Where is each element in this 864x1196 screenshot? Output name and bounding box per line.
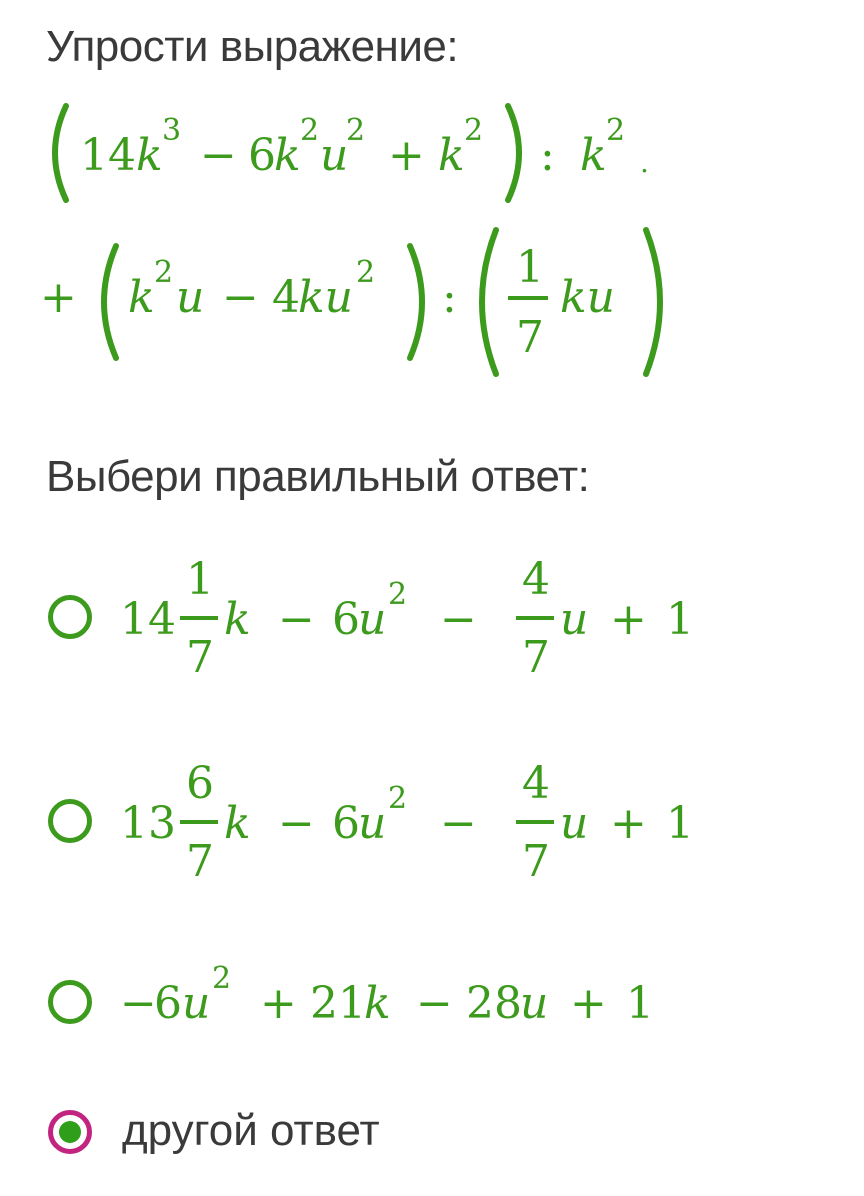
- exp-2a: 2: [300, 113, 320, 148]
- minus: −: [222, 272, 259, 323]
- one: 1: [626, 978, 654, 1029]
- var-ku: ku: [298, 272, 353, 323]
- var-u-2: u: [520, 978, 549, 1029]
- exp: 2: [388, 577, 408, 612]
- expression-line-1: [40, 98, 760, 212]
- option-1-math: [120, 548, 740, 692]
- coef-28: 28: [466, 978, 522, 1029]
- option-4-label: другой ответ: [122, 1106, 380, 1155]
- var-k: k: [224, 798, 251, 849]
- minus-1: −: [200, 130, 237, 181]
- var-k: k: [224, 594, 251, 645]
- choose-title: Выбери правильный ответ:: [46, 452, 590, 501]
- open-paren-a: [104, 246, 116, 358]
- one: 1: [666, 594, 694, 645]
- var-u: u: [358, 594, 387, 645]
- var-u-2: u: [560, 798, 589, 849]
- den2: 7: [522, 632, 550, 683]
- frac-bar-2: [516, 616, 554, 620]
- plus: +: [610, 594, 647, 645]
- open-paren: [55, 106, 66, 200]
- option-2-svg: [120, 752, 740, 892]
- option-3-svg: [120, 930, 740, 1070]
- radio-option-2[interactable]: [48, 799, 92, 843]
- exp-2b: 2: [356, 255, 376, 290]
- fraction-num: 1: [516, 242, 544, 293]
- var-u: u: [176, 272, 205, 323]
- radio-option-3[interactable]: [48, 980, 92, 1024]
- plus-a: +: [260, 978, 297, 1029]
- radio-option-1[interactable]: [48, 595, 92, 639]
- close-paren-a: [410, 246, 422, 358]
- minus-0: −: [120, 978, 157, 1029]
- var-ku-2: ku: [560, 272, 615, 323]
- six: 6: [332, 594, 360, 645]
- one: 1: [666, 798, 694, 849]
- var-k: k: [128, 272, 155, 323]
- frac-bar-2: [516, 820, 554, 824]
- six: 6: [332, 798, 360, 849]
- minus-a: −: [278, 594, 315, 645]
- exp-2b: 2: [346, 113, 366, 148]
- minus-b: −: [440, 594, 477, 645]
- whole: 14: [120, 594, 176, 645]
- answer-option-3[interactable]: [0, 930, 864, 1070]
- num: 6: [186, 758, 214, 809]
- term-14: 14: [80, 130, 136, 181]
- coef-4: 4: [272, 272, 300, 323]
- den2: 7: [522, 836, 550, 887]
- colon-2: :: [442, 272, 457, 323]
- var-k-1: k: [136, 130, 163, 181]
- num2: 4: [522, 554, 550, 605]
- term-6: 6: [248, 130, 276, 181]
- minus-b: −: [440, 798, 477, 849]
- frac-bar: [180, 616, 218, 620]
- expression-line-1-svg: [40, 98, 760, 208]
- var-u-2: u: [560, 594, 589, 645]
- fraction-bar: [508, 296, 548, 300]
- fraction-den: 7: [516, 312, 544, 363]
- num2: 4: [522, 758, 550, 809]
- answer-option-2[interactable]: [0, 752, 864, 892]
- radio-option-4-selected[interactable]: [48, 1110, 92, 1154]
- exp-2c: 2: [464, 113, 484, 148]
- var-k: k: [364, 978, 391, 1029]
- expression-line-2: [40, 224, 760, 388]
- task-title: Упрости выражение:: [46, 22, 459, 71]
- option-3-math: [120, 930, 740, 1074]
- whole: 13: [120, 798, 176, 849]
- exp-2d: 2: [606, 113, 626, 148]
- var-k-4: k: [580, 130, 607, 181]
- plus-sign: +: [40, 272, 77, 323]
- answer-option-1[interactable]: [0, 548, 864, 688]
- option-2-math: [120, 752, 740, 896]
- exp: 2: [212, 961, 232, 996]
- option-1-svg: [120, 548, 740, 688]
- var-u: u: [182, 978, 211, 1029]
- answer-option-4[interactable]: [0, 1090, 864, 1180]
- frac-bar: [180, 820, 218, 824]
- num: 1: [186, 554, 214, 605]
- plus: +: [610, 798, 647, 849]
- dot: .: [640, 146, 649, 179]
- var-u: u: [358, 798, 387, 849]
- var-k-3: k: [438, 130, 465, 181]
- open-paren-b: [482, 230, 496, 374]
- den: 7: [186, 632, 214, 683]
- var-k-2: k: [274, 130, 301, 181]
- colon: :: [540, 130, 555, 181]
- exp-3: 3: [162, 113, 182, 148]
- coef-21: 21: [310, 978, 366, 1029]
- plus-1: +: [388, 130, 425, 181]
- den: 7: [186, 836, 214, 887]
- minus-a: −: [278, 798, 315, 849]
- close-paren-b: [646, 230, 660, 374]
- minus-a: −: [416, 978, 453, 1029]
- exp-2: 2: [154, 255, 174, 290]
- six: 6: [154, 978, 182, 1029]
- close-paren: [508, 106, 519, 200]
- expression-line-2-svg: [40, 224, 760, 384]
- exp: 2: [388, 781, 408, 816]
- plus-b: +: [570, 978, 607, 1029]
- var-u-2: u: [320, 130, 349, 181]
